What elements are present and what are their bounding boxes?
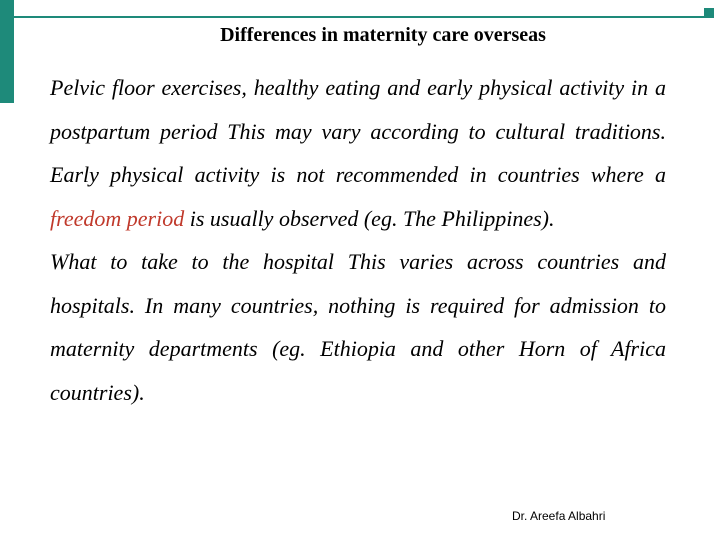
paragraph-hospital: What to take to the hospital This varies across countries and hospitals. In many countries, nothing is required for admission to maternity departments (eg. Ethiopia and other Horn of Africa countries). (50, 249, 666, 405)
paragraph-postpartum (50, 66, 666, 240)
slide-body (50, 66, 666, 414)
paragraph-postpartum-tail: is usually observed (eg. The Philippines). (184, 205, 555, 231)
top-rule (14, 16, 714, 18)
slide-title: Differences in maternity care overseas (220, 24, 546, 46)
top-rule-end (704, 8, 714, 18)
freedom-period-highlight: freedom period (50, 205, 185, 231)
accent-bar (0, 0, 14, 103)
paragraph-postpartum-lead: Pelvic floor exercises, healthy eating and early physical activity in a postpartum period This may vary according to cultural traditions. Early physical activity is not recommended in countries where a (50, 75, 666, 187)
author-footer: Dr. Areefa Albahri (512, 509, 606, 523)
